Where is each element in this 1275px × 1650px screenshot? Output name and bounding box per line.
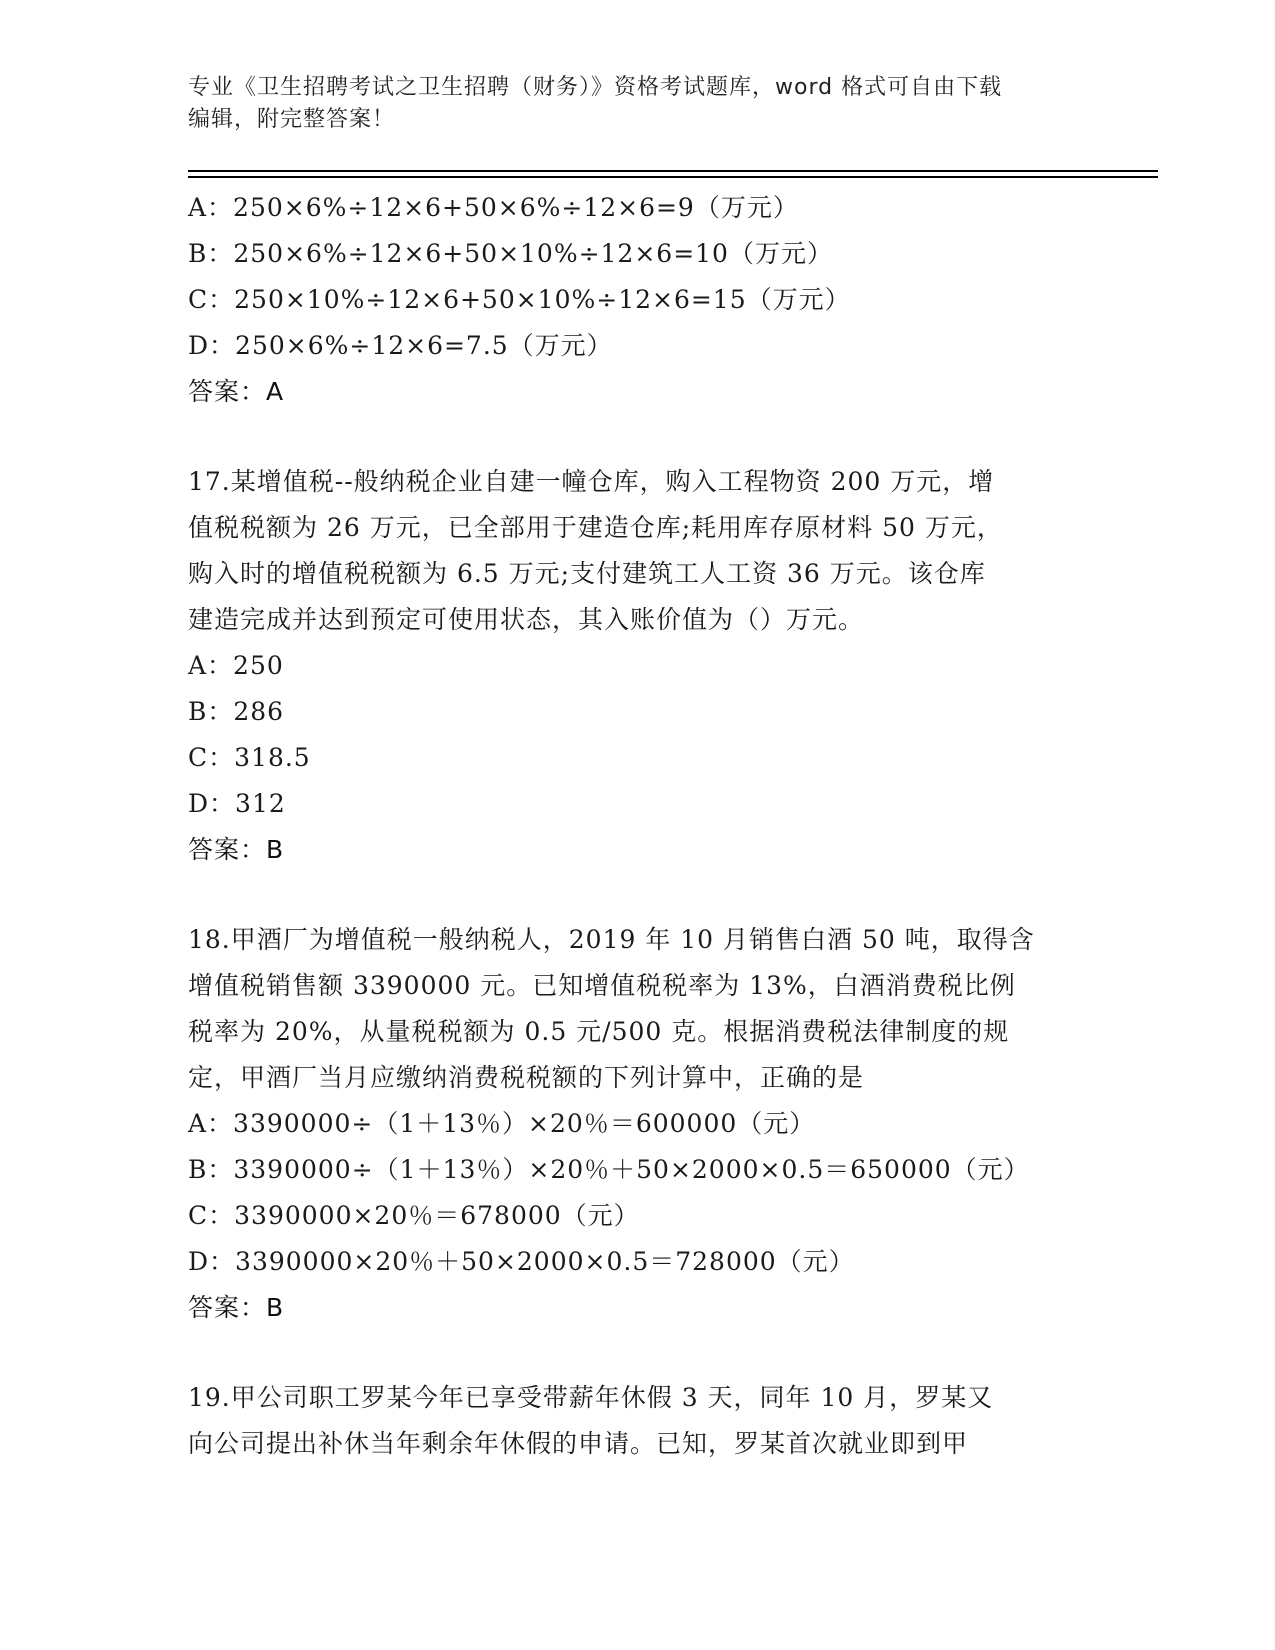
question-text-line: 增值税销售额 3390000 元。已知增值税税率为 13%，白酒消费税比例 [188, 971, 1016, 1000]
question-17 [188, 459, 1108, 873]
question-text-line: 定，甲酒厂当月应缴纳消费税税额的下列计算中，正确的是 [188, 1063, 865, 1092]
option-a: A：250 [188, 651, 284, 680]
option-d: D：3390000×20％＋50×2000×0.5＝728000（元） [188, 1247, 855, 1276]
option-c: C：3390000×20％＝678000（元） [188, 1201, 640, 1230]
header-line-1: 专业《卫生招聘考试之卫生招聘（财务）》资格考试题库，word 格式可自由下载 [188, 75, 1003, 100]
question-19 [188, 1375, 1108, 1467]
header-rule-bottom [188, 176, 1158, 178]
option-c: C：250×10%÷12×6+50×10%÷12×6=15（万元） [188, 285, 851, 314]
question-text-line: 购入时的增值税税额为 6.5 万元;支付建筑工人工资 36 万元。该仓库 [188, 559, 986, 588]
question-text-line: 建造完成并达到预定可使用状态，其入账价值为（）万元。 [188, 605, 865, 634]
answer-label: 答案：B [188, 1293, 285, 1322]
question-text-line: 值税税额为 26 万元，已全部用于建造仓库;耗用库存原材料 50 万元， [188, 513, 1003, 542]
question-16 [188, 185, 1108, 415]
answer-label: 答案：A [188, 377, 285, 406]
document-header [188, 72, 1088, 136]
option-b: B：250×6%÷12×6+50×10%÷12×6=10（万元） [188, 239, 833, 268]
option-a: A：250×6%÷12×6+50×6%÷12×6=9（万元） [188, 193, 799, 222]
option-b: B：3390000÷（1＋13％）×20％＋50×2000×0.5＝650000（元） [188, 1155, 1030, 1184]
option-b: B：286 [188, 697, 285, 726]
question-content [188, 185, 1108, 1467]
option-d: D：250×6%÷12×6=7.5（万元） [188, 331, 613, 360]
answer-label: 答案：B [188, 835, 285, 864]
option-d: D：312 [188, 789, 286, 818]
question-text-line: 17.某增值税--般纳税企业自建一幢仓库，购入工程物资 200 万元，增 [188, 467, 995, 496]
question-text-line: 18.甲酒厂为增值税一般纳税人，2019 年 10 月销售白酒 50 吨，取得含 [188, 925, 1035, 954]
option-a: A：3390000÷（1＋13％）×20％＝600000（元） [188, 1109, 816, 1138]
header-rule-top [188, 170, 1158, 172]
option-c: C：318.5 [188, 743, 311, 772]
question-text-line: 向公司提出补休当年剩余年休假的申请。已知，罗某首次就业即到甲 [188, 1429, 969, 1458]
question-text-line: 税率为 20%，从量税税额为 0.5 元/500 克。根据消费税法律制度的规 [188, 1017, 1010, 1046]
question-18 [188, 917, 1108, 1331]
header-line-2: 编辑，附完整答案！ [188, 107, 396, 132]
question-text-line: 19.甲公司职工罗某今年已享受带薪年休假 3 天，同年 10 月，罗某又 [188, 1383, 994, 1412]
